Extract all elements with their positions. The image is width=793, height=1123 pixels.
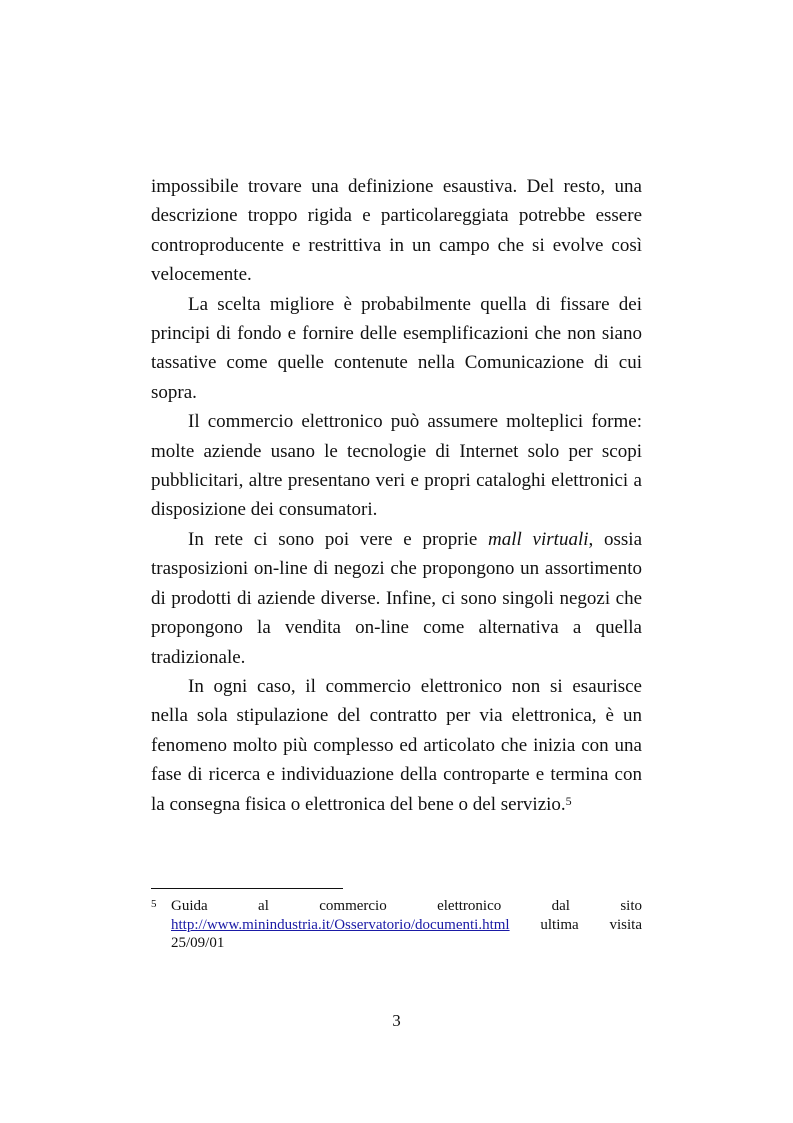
paragraph-4 — [151, 525, 642, 672]
paragraph-2: La scelta migliore è probabilmente quella di fissare dei principi di fondo e fornire delle esemplificazioni che non siano tassative come quelle contenute nella Comunicazione di cui sopra. — [151, 293, 642, 403]
footnote-text-after: ultima visita 25/09/01 — [171, 916, 642, 951]
footnote-divider — [151, 888, 343, 889]
footnote-reference[interactable]: 5 — [565, 793, 572, 808]
footnote — [151, 897, 642, 953]
paragraph-4-before: In rete ci sono poi vere e proprie — [188, 528, 489, 550]
paragraph-5-text: In ogni caso, il commercio elettronico non si esaurisce nella sola stipulazione del contratto per via elettronica, è un fenomeno molto più complesso ed articolato che inizia con una fase di ricerca e individuazione della controparte e termina con la consegna fisica o elettronica del bene o del servizio. — [151, 675, 642, 815]
footnote-number: 5 — [151, 898, 157, 910]
paragraph-3: Il commercio elettronico può assumere molteplici forme: molte aziende usano le tecnologie di Internet solo per scopi pubblicitari, altre presentano veri e propri cataloghi elettronici a disposizione dei consumatori. — [151, 411, 642, 521]
paragraph-5 — [151, 672, 642, 819]
body-text — [151, 172, 642, 819]
footnote-text-before: Guida al commercio elettronico dal sito — [171, 898, 642, 914]
paragraph-1: impossibile trovare una definizione esaustiva. Del resto, una descrizione troppo rigida e particolareggiata potrebbe essere controproducente e restrittiva in un campo che si evolve così velocemente. — [151, 176, 642, 286]
page-number: 3 — [392, 1011, 401, 1030]
paragraph-4-after: , ossia trasposizioni on-line di negozi che propongono un assortimento di prodotti di aziende diverse. Infine, ci sono singoli negozi che propongono la vendita on-line come alternativa a quella tradizionale. — [151, 528, 642, 668]
italic-term: mall virtuali — [488, 528, 589, 550]
footnote-link[interactable]: http://www.minindustria.it/Osservatorio/documenti.html — [171, 916, 510, 933]
footnote-body — [171, 897, 642, 953]
